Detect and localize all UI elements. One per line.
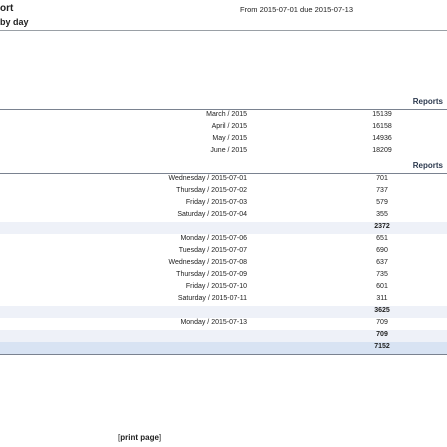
table-row — [0, 282, 447, 294]
row-label: Wednesday / 2015-07-08 — [168, 259, 247, 266]
table-row — [0, 246, 447, 258]
table-row — [0, 186, 447, 198]
row-value: 701 — [376, 175, 388, 182]
daily-reports-heading: Reports — [412, 161, 443, 170]
table-row — [0, 258, 447, 270]
daily-column-header — [0, 161, 447, 174]
row-value: 18209 — [372, 147, 392, 154]
row-label: Wednesday / 2015-07-01 — [168, 175, 247, 182]
row-value: 311 — [376, 295, 388, 302]
print-page-footer — [118, 433, 161, 442]
table-row — [0, 110, 447, 122]
row-label: Saturday / 2015-07-04 — [177, 211, 247, 218]
row-value: 355 — [376, 211, 388, 218]
row-label: Friday / 2015-07-10 — [185, 283, 247, 290]
row-value: 15139 — [372, 111, 392, 118]
table-row — [0, 318, 447, 330]
table-row — [0, 234, 447, 246]
row-label: Saturday / 2015-07-11 — [177, 295, 247, 302]
table-row — [0, 270, 447, 282]
row-label: Thursday / 2015-07-02 — [176, 187, 247, 194]
row-label: Monday / 2015-07-13 — [180, 319, 247, 326]
table-row — [0, 198, 447, 210]
row-label: Monday / 2015-07-06 — [180, 235, 247, 242]
table-row — [0, 122, 447, 134]
row-value: 709 — [376, 331, 388, 338]
row-value: 7152 — [374, 343, 390, 350]
row-value: 735 — [376, 271, 388, 278]
row-value: 601 — [376, 283, 388, 290]
bracket-close: ] — [158, 433, 162, 442]
print-page-link[interactable]: print page — [120, 433, 159, 442]
report-subtitle: by day — [0, 17, 29, 27]
row-label: Friday / 2015-07-03 — [185, 199, 247, 206]
row-value: 637 — [376, 259, 388, 266]
date-range: From 2015-07-01 due 2015-07-13 — [240, 5, 353, 14]
table-row — [0, 134, 447, 146]
row-value: 2372 — [374, 223, 390, 230]
monthly-section — [0, 97, 447, 158]
row-value: 709 — [376, 319, 388, 326]
table-row — [0, 174, 447, 186]
row-label: Thursday / 2015-07-09 — [176, 271, 247, 278]
monthly-column-header — [0, 97, 447, 110]
table-row — [0, 294, 447, 306]
row-label: March / 2015 — [206, 111, 247, 118]
monthly-reports-heading: Reports — [412, 97, 443, 106]
row-value: 3625 — [374, 307, 390, 314]
row-value: 14936 — [372, 135, 392, 142]
row-value: 737 — [376, 187, 388, 194]
row-label: Tuesday / 2015-07-07 — [178, 247, 247, 254]
subtotal-row — [0, 330, 447, 342]
row-label: June / 2015 — [210, 147, 247, 154]
row-value: 690 — [376, 247, 388, 254]
row-label: May / 2015 — [212, 135, 247, 142]
subtotal-row — [0, 306, 447, 318]
table-row — [0, 210, 447, 222]
header-divider — [0, 30, 447, 31]
row-value: 579 — [376, 199, 388, 206]
row-value: 16158 — [372, 123, 392, 130]
report-title: ort — [0, 3, 14, 14]
total-row — [0, 342, 447, 355]
row-value: 651 — [376, 235, 388, 242]
daily-section — [0, 161, 447, 355]
subtotal-row — [0, 222, 447, 234]
row-label: April / 2015 — [211, 123, 247, 130]
table-row — [0, 146, 447, 158]
bracket-open: [ — [118, 433, 121, 442]
